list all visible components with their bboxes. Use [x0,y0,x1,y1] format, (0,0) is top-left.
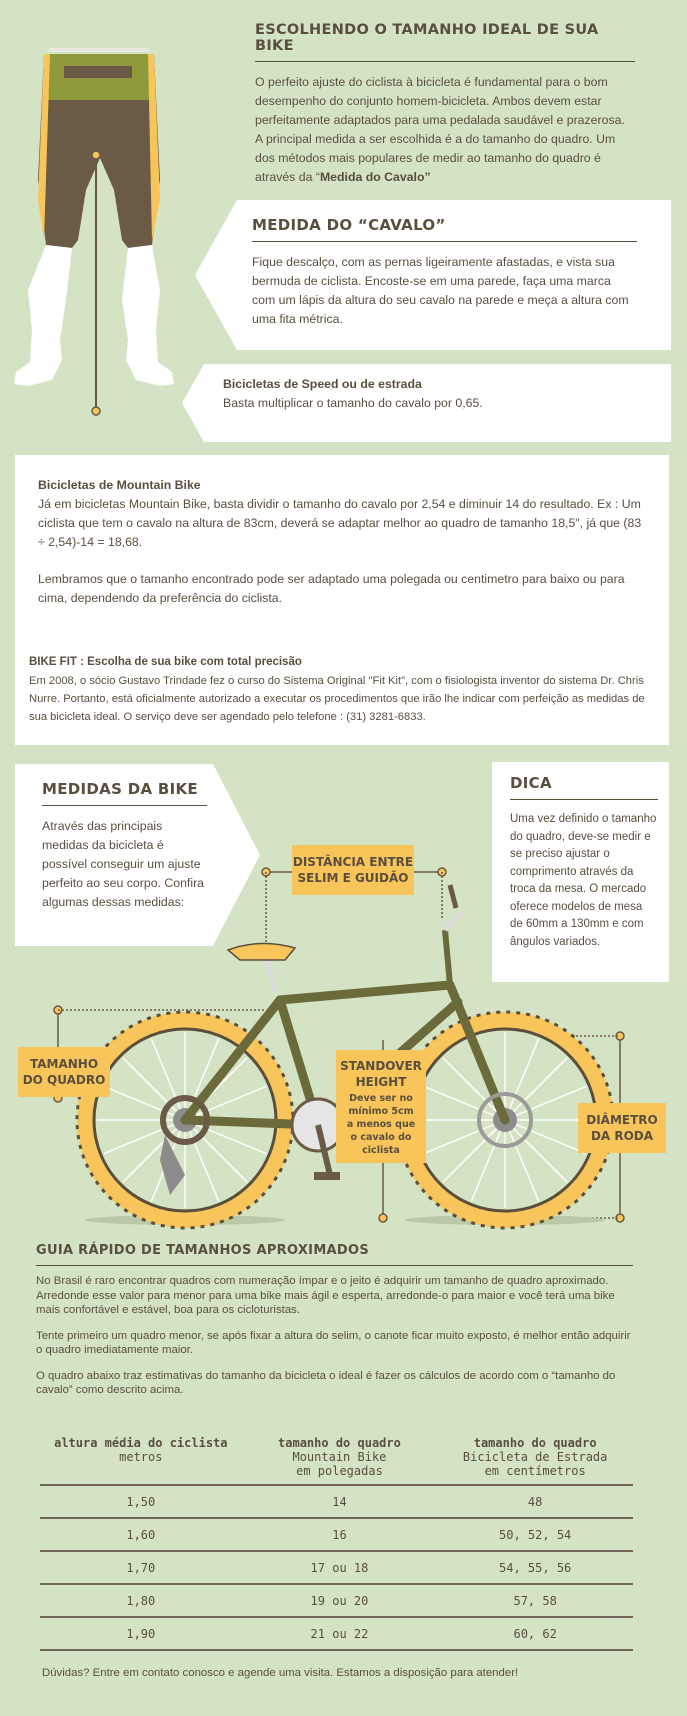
intro-text [255,73,635,187]
callout-standover [336,1050,426,1163]
intro-text-body: O perfeito ajuste do ciclista à bicicleta é fundamental para o bom desempenho do conjunto homem-bicicleta. Ambos devem estar perfeitamente adaptados para uma pedalada saudável e prazerosa. A principal medida a ser escolhida é a do tamanho do quadro. Um dos métodos mais populares de medir ao tamanho do quadro é através da “ [255,75,625,184]
header-mtb-title: tamanho do quadro [278,1436,401,1450]
header-estrada-type: Bicicleta de Estrada [462,1450,608,1464]
mtb-title: Bicicletas de Mountain Bike [38,478,201,492]
table-cell: 21 ou 22 [242,1617,438,1650]
callout-standover-title: STANDOVER HEIGHT [340,1059,422,1089]
header-altura-unit: metros [119,1450,163,1464]
medidas-text: Através das principais medidas da bicicleta é possível conseguir um ajuste perfeito ao seu corpo. Confira algumas dessas medidas: [42,819,205,909]
table-cell: 1,60 [40,1518,242,1551]
table-cell: 16 [242,1518,438,1551]
cyclist-legs-illustration [0,40,190,430]
table-row [40,1518,633,1551]
header-estrada-title: tamanho do quadro [473,1436,597,1450]
table-cell: 57, 58 [437,1584,633,1617]
cavalo-title: MEDIDA DO “CAVALO” [252,216,446,234]
speed-section [223,375,663,413]
size-table-col-altura [40,1435,242,1485]
wheel-spoke [185,1120,247,1182]
bikefit-title: BIKE FIT : Escolha de sua bike com total precisão [29,656,302,668]
header-mtb-unit: em polegadas [296,1464,383,1478]
dica-title: DICA [510,774,552,792]
guia-p3: O quadro abaixo traz estimativas do tamanho da bicicleta o ideal é fazer os cálculos de acordo com o “tamanho do cavalo” como descrito acima. [36,1369,616,1396]
speed-text: Basta multiplicar o tamanho do cavalo por 0,65. [223,396,483,410]
guia-p2: Tente primeiro um quadro menor, se após fixar a altura do selim, o canote ficar muito exposto, é melhor então adquirir o quadro imediatamente maior. [36,1329,631,1356]
table-cell: 1,70 [40,1551,242,1584]
size-table [40,1435,633,1651]
bikefit-section [29,654,655,726]
medidas-title: MEDIDAS DA BIKE [42,780,198,798]
wheel-spoke [505,1058,567,1120]
table-cell: 1,80 [40,1584,242,1617]
table-row [40,1617,633,1650]
table-cell: 50, 52, 54 [437,1518,633,1551]
table-cell: 1,50 [40,1485,242,1518]
size-table-col-mtb [242,1435,438,1485]
table-cell: 54, 55, 56 [437,1551,633,1584]
table-row [40,1551,633,1584]
dica-text: Uma vez definido o tamanho do quadro, deve-se medir e se preciso ajustar o comprimento através da troca da mesa. O mercado oferece modelos de mesa de 60mm a 130mm e com ângulos variados. [510,813,657,948]
table-row [40,1584,633,1617]
table-cell: 1,90 [40,1617,242,1650]
cavalo-text: Fique descalço, com as pernas ligeiramente afastadas, e vista sua bermuda de ciclista. Encoste-se em uma parede, faça uma marca com um lápis da altura do seu cavalo na parede e meça a altura com uma fita métrica. [252,255,629,326]
guia-title: GUIA RÁPIDO DE TAMANHOS APROXIMADOS [36,1243,370,1258]
table-cell: 19 ou 20 [242,1584,438,1617]
table-cell: 17 ou 18 [242,1551,438,1584]
intro-section [255,22,635,187]
guia-section [36,1243,633,1398]
mtb-note: Lembramos que o tamanho encontrado pode ser adaptado uma polegada ou centimetro para baixo ou para cima, dependendo da preferência do ciclista. [38,572,625,605]
mtb-section [38,476,650,608]
bikefit-text: Em 2008, o sócio Gustavo Trindade fez o curso do Sistema Original "Fit Kit", com o fisiologista inventor do sistema Dr. Chris Nurre. Portanto, está oficialmente autorizado a executar os procedimentos que irão lhe indicar com perfeição as medidas de sua bicicleta ideal. O serviço deve ser agendado pelo telefone : (31) 3281-6833. [29,675,645,723]
table-row [40,1485,633,1518]
size-table-col-estrada [437,1435,633,1485]
size-table-header [40,1435,633,1485]
footer-text: Dúvidas? Entre em contato conosco e agende uma visita. Estamos a disposição para atender! [42,1667,519,1679]
table-cell: 60, 62 [437,1617,633,1650]
callout-selim-guidao: DISTÂNCIA ENTRE SELIM E GUIDÃO [292,845,414,895]
header-estrada-unit: em centímetros [484,1464,586,1478]
wheel-spoke [505,1120,567,1182]
header-altura-title: altura média do ciclista [54,1436,228,1450]
wheel-spoke [443,1120,505,1182]
intro-text-bold: Medida do Cavalo” [319,170,431,184]
header-mtb-type: Mountain Bike [292,1450,387,1464]
callout-tamanho-quadro: TAMANHO DO QUADRO [18,1047,110,1097]
cavalo-section [252,216,637,329]
intro-title: ESCOLHENDO O TAMANHO IDEAL DE SUA BIKE [255,22,599,54]
guia-p1: No Brasil é raro encontrar quadros com numeração ímpar e o jeito é adquirir um tamanho de quadro aproximado. Arredonde esse valor para menor para uma bike mais ágil e esperta, arredonde-o para maior e você terá uma bike mais confortável e estável, boa para os cicloturistas. [36,1275,615,1316]
mtb-text: Já em bicicletas Mountain Bike, basta dividir o tamanho do cavalo por 2,54 e diminuir 14 do resultado. Ex : Um ciclista que tem o cavalo na altura de 83cm, deverá se adaptar melhor ao quadro de tamanho 18,5", já que (83 ÷ 2,54)-14 = 18,68. [38,497,642,549]
bike-illustration [0,860,687,1230]
callout-standover-note: Deve ser no mínimo 5cm a menos que o cavalo do ciclista [346,1093,416,1156]
speed-title: Bicicletas de Speed ou de estrada [223,377,422,391]
table-cell: 48 [437,1485,633,1518]
callout-diametro-roda: DIÂMETRO DA RODA [578,1103,666,1153]
table-cell: 14 [242,1485,438,1518]
wheel-spoke [123,1058,185,1120]
